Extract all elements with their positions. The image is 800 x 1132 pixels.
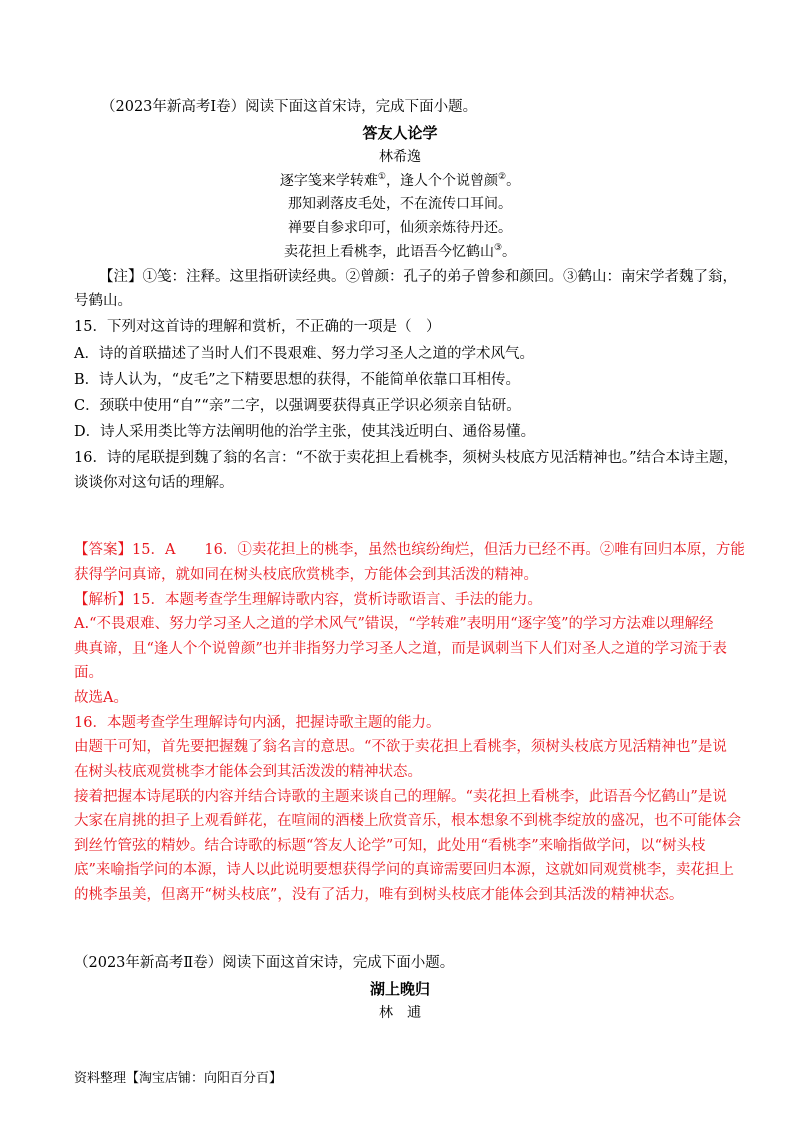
answer-line-1: 【答案】15．A 16．①卖花担上的桃李，虽然也缤纷绚烂，但活力已经不再。②唯有回归本原，方能 <box>74 542 745 558</box>
analysis-line-3: 典真谛，且“逢人个个说曾颜”也并非指努力学习圣人之道，而是讽刺当下人们对圣人之道的学习流于表 <box>74 641 727 657</box>
analysis-line-1: 【解析】15．本题考查学生理解诗歌内容，赏析诗歌语言、手法的能力。 <box>74 592 542 608</box>
page-footer: 资料整理【淘宝店铺：向阳百分百】 <box>74 1071 283 1086</box>
analysis-line-10: 大家在肩挑的担子上观看鲜花，在喧闹的酒楼上欣赏音乐，根本想象不到桃李绽放的盛况，也不可能体会 <box>74 813 741 829</box>
analysis-line-13: 的桃李虽美，但离开“树头枝底”，没有了活力，唯有到树头枝底才能体会到其活泼的精神状态。 <box>74 887 684 903</box>
analysis-line-6: 16．本题考查学生理解诗句内涵，把握诗歌主题的能力。 <box>74 715 441 731</box>
poem1-note-line-2: 号鹤山。 <box>74 293 132 309</box>
option-b: B．诗人认为，“皮毛”之下精要思想的获得，不能简单依靠口耳相传。 <box>74 372 520 388</box>
poem1-title: 答友人论学 <box>362 124 438 142</box>
poem1-line-2: 那知剥落皮毛处，不在流传口耳间。 <box>288 196 512 212</box>
analysis-line-7: 由题干可知，首先要把握魏了翁名言的意思。“不欲于卖花担上看桃李，须树头枝底方见活精神也”是说 <box>74 739 727 755</box>
poem2-title: 湖上晚归 <box>369 980 430 998</box>
question-16-line-1: 16．诗的尾联提到魏了翁的名言：“不欲于卖花担上看桃李，须树头枝底方见活精神也。”结合本诗主题， <box>74 450 739 466</box>
section2-intro: （2023年新高考Ⅱ卷）阅读下面这首宋诗，完成下面小题。 <box>74 955 455 971</box>
option-c: C．颈联中使用“自”“亲”二字，以强调要获得真正学识必须亲自钻研。 <box>74 398 521 414</box>
poem1-line-4: 卖花担上看桃李，此语吾今忆鹤山③。 <box>283 243 517 260</box>
option-d: D．诗人采用类比等方法阐明他的治学主张，使其浅近明白、通俗易懂。 <box>74 424 536 440</box>
analysis-line-5: 故选A。 <box>74 690 128 706</box>
question-16-line-2: 谈谈你对这句话的理解。 <box>74 475 234 491</box>
question-15: 15．下列对这首诗的理解和赏析，不正确的一项是（ ） <box>74 319 441 335</box>
poem1-author: 林希逸 <box>379 149 421 165</box>
analysis-line-12: 底”来喻指学问的本源，诗人以此说明要想获得学问的真谛需要回归本源，这就如同观赏桃李，卖花担上 <box>74 862 734 878</box>
analysis-line-11: 到丝竹管弦的精妙。结合诗歌的标题“答友人论学”可知，此处用“看桃李”来喻指做学问，以“树头枝 <box>74 838 706 854</box>
analysis-line-9: 接着把握本诗尾联的内容并结合诗歌的主题来谈自己的理解。“卖花担上看桃李，此语吾今忆鹤山”是说 <box>74 789 727 805</box>
poem1-line-3: 禅要自参求印可，仙须亲炼待丹还。 <box>288 220 512 236</box>
answer-line-2: 获得学问真谛，就如同在树头枝底欣赏桃李，方能体会到其活泼的精神。 <box>74 567 538 583</box>
analysis-line-2: A.“不畏艰难、努力学习圣人之道的学术风气”错误，“学转难”表明用“逐字笺”的学习方法难以理解经 <box>74 616 714 632</box>
option-a: A．诗的首联描述了当时人们不畏艰难、努力学习圣人之道的学术风气。 <box>74 346 534 362</box>
section1-intro: （2023年新高考Ⅰ卷）阅读下面这首宋诗，完成下面小题。 <box>101 99 478 115</box>
analysis-line-8: 在树头枝底观赏桃李才能体会到其活泼泼的精神状态。 <box>74 764 422 780</box>
poem1-line-1: 逐字笺来学转难①，逢人个个说曾颜②。 <box>279 172 521 189</box>
analysis-line-4: 面。 <box>74 665 103 681</box>
poem1-note-line-1: 【注】①笺：注释。这里指研读经典。②曾颜：孔子的弟子曾参和颜回。③鹤山：南宋学者魏了翁， <box>99 269 737 285</box>
poem2-author: 林 逋 <box>379 1005 421 1021</box>
